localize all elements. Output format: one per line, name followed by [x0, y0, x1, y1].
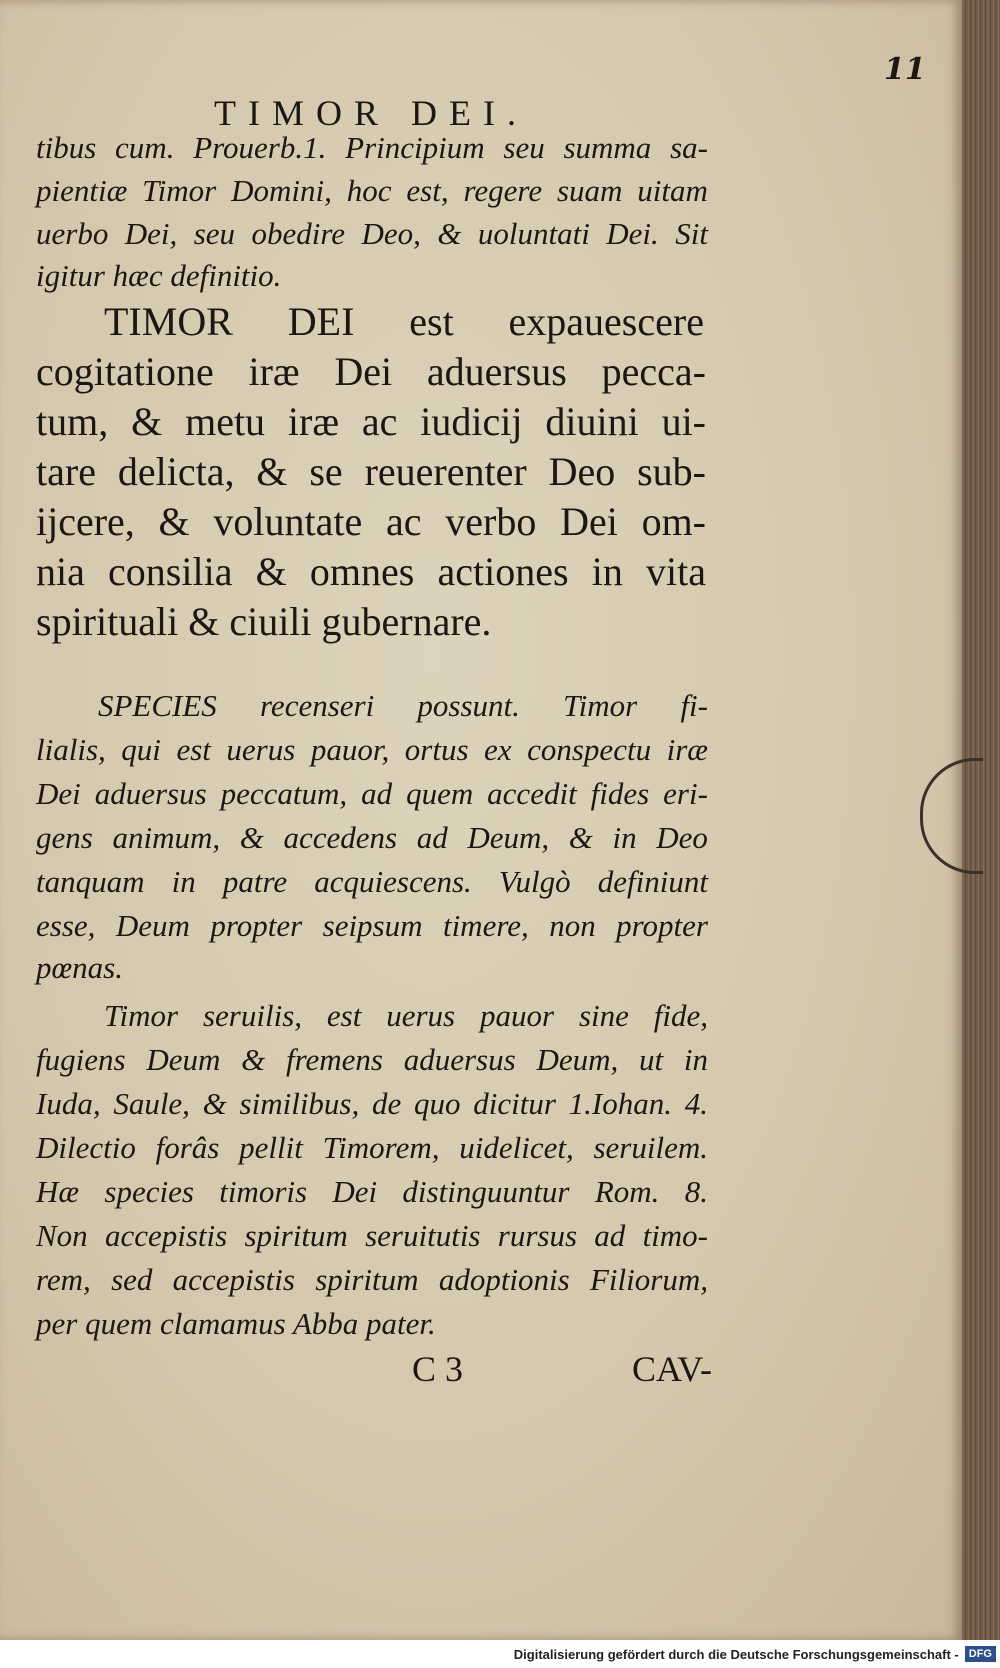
word: aduersus — [403, 1042, 516, 1077]
word: in — [612, 820, 637, 855]
word: in — [171, 864, 196, 899]
word: tum, — [36, 399, 109, 444]
word: Deum, — [536, 1042, 619, 1077]
word: Dilectio — [36, 1130, 136, 1165]
word: ad — [594, 1218, 626, 1253]
word: Deum — [115, 908, 190, 943]
word: ui- — [661, 399, 706, 444]
word: est — [326, 998, 362, 1033]
word: & — [239, 820, 264, 855]
definition-line — [104, 298, 704, 345]
word: Non — [36, 1218, 88, 1253]
word: 1.Iohan. — [568, 1086, 672, 1121]
word: actiones — [437, 549, 569, 594]
word: peccatum, — [220, 776, 348, 811]
servilis-line — [36, 1218, 708, 1254]
word: omnes — [309, 549, 415, 594]
text-line: igitur hæc definitio. — [36, 258, 282, 293]
word: Deum — [146, 1042, 221, 1077]
species-line — [98, 688, 708, 724]
word: fides — [590, 776, 650, 811]
servilis-line — [36, 1042, 708, 1078]
word: Domini, — [231, 173, 332, 208]
word: obedire — [251, 216, 346, 251]
word: metu — [185, 399, 266, 444]
word: suam — [556, 173, 623, 208]
word: Iuda, — [36, 1086, 101, 1121]
definition-line — [36, 548, 706, 595]
word: Timorem, — [322, 1130, 440, 1165]
word: fi- — [680, 688, 708, 723]
dfg-logo-icon: DFG — [965, 1646, 996, 1662]
word: sa- — [670, 130, 708, 165]
definition-line — [36, 348, 706, 395]
word: Deo — [656, 820, 708, 855]
word: in — [591, 549, 623, 594]
word: ortus — [404, 732, 469, 767]
word: uidelicet, — [459, 1130, 574, 1165]
word: sed — [111, 1262, 153, 1297]
word: recenseri — [260, 688, 375, 723]
word: acquiescens. — [314, 864, 472, 899]
signature-mark: C 3 — [412, 1349, 464, 1389]
word: similibus, — [239, 1086, 360, 1121]
word: dicitur — [473, 1086, 556, 1121]
word: Principium — [345, 130, 485, 165]
word: uerus — [226, 732, 296, 767]
word: 4. — [684, 1086, 708, 1121]
word: seu — [193, 216, 236, 251]
word: definiunt — [597, 864, 708, 899]
servilis-line — [36, 1086, 708, 1122]
word: DEI — [287, 299, 355, 344]
word: ex — [484, 732, 512, 767]
definition-line: spirituali & ciuili gubernare. — [36, 599, 492, 644]
text-line — [36, 130, 708, 166]
word: Deo, — [361, 216, 421, 251]
word: propter — [210, 908, 303, 943]
word: Deum, — [467, 820, 550, 855]
word: pellit — [239, 1130, 303, 1165]
species-line — [36, 732, 708, 768]
word: in — [683, 1042, 708, 1077]
word: de — [371, 1086, 402, 1121]
page-number: 11 — [884, 52, 926, 87]
word: ac — [386, 499, 422, 544]
word: pecca- — [601, 349, 706, 394]
word: & — [256, 449, 288, 494]
word: fide, — [653, 998, 708, 1033]
word: cum. — [115, 130, 175, 165]
word: SPECIES — [98, 688, 217, 723]
word: seipsum — [322, 908, 423, 943]
word: Dei — [36, 776, 81, 811]
word: reuerenter — [364, 449, 527, 494]
word: seu — [503, 130, 545, 165]
word: animum, — [112, 820, 221, 855]
word: & — [568, 820, 593, 855]
word: iudicij — [420, 399, 523, 444]
word: uerus — [386, 998, 456, 1033]
word: Timor — [142, 173, 217, 208]
digitization-footer — [0, 1640, 1000, 1668]
word: hoc — [346, 173, 392, 208]
word: & — [437, 216, 462, 251]
word: Vulgò — [498, 864, 571, 899]
word: species — [104, 1174, 194, 1209]
word: est, — [406, 173, 449, 208]
word: est — [176, 732, 211, 767]
word: timere, — [442, 908, 529, 943]
word: non — [549, 908, 596, 943]
word: TIMOR — [104, 299, 233, 344]
word: timoris — [219, 1174, 308, 1209]
word: Dei — [332, 1174, 378, 1209]
word: & — [158, 499, 190, 544]
running-header: TIMOR DEI. — [214, 93, 528, 133]
word: propter — [616, 908, 708, 943]
word: fremens — [285, 1042, 383, 1077]
word: Dei, — [124, 216, 178, 251]
word: uerbo — [36, 216, 109, 251]
word: Hæ — [36, 1174, 80, 1209]
word: patre — [222, 864, 288, 899]
word: iræ — [666, 732, 708, 767]
word: tibus — [36, 130, 97, 165]
definition-line — [36, 498, 706, 545]
word: Sit — [675, 216, 708, 251]
word: Prouerb.1. — [193, 130, 327, 165]
word: Timor — [563, 688, 638, 723]
word: ad — [416, 820, 448, 855]
page-foot — [412, 1348, 712, 1390]
species-line — [36, 908, 708, 944]
word: ad — [361, 776, 393, 811]
word: conspectu — [527, 732, 652, 767]
word: nia — [36, 549, 85, 594]
word: accepistis — [172, 1262, 295, 1297]
word: pientiæ — [36, 173, 128, 208]
word: lialis, — [36, 732, 106, 767]
word: rem, — [36, 1262, 91, 1297]
word: seruilem. — [593, 1130, 708, 1165]
word: regere — [463, 173, 543, 208]
word: possunt. — [417, 688, 520, 723]
definition-line — [36, 448, 706, 495]
word: accedens — [283, 820, 398, 855]
word: om- — [641, 499, 706, 544]
word: uitam — [637, 173, 708, 208]
word: ac — [361, 399, 398, 444]
word: 8. — [684, 1174, 708, 1209]
species-line — [36, 820, 708, 856]
footer-credit: Digitalisierung gefördert durch die Deutsche Forschungsgemeinschaft - — [513, 1646, 959, 1662]
word: seruilis, — [202, 998, 303, 1033]
word: summa — [563, 130, 652, 165]
word: distinguuntur — [402, 1174, 570, 1209]
catchword: CAV- — [631, 1349, 712, 1389]
text-line — [36, 216, 708, 252]
word: Rom. — [594, 1174, 660, 1209]
word: accedit — [487, 776, 577, 811]
word: delicta, — [117, 449, 235, 494]
servilis-line: per quem clamamus Abba pater. — [36, 1306, 436, 1341]
word: timo- — [642, 1218, 708, 1253]
word: sine — [578, 998, 629, 1033]
word: spiritum — [315, 1262, 419, 1297]
word: forâs — [155, 1130, 220, 1165]
servilis-line — [36, 1130, 708, 1166]
word: & — [131, 399, 163, 444]
word: esse, — [36, 908, 96, 943]
text-line — [36, 173, 708, 209]
word: sub- — [637, 449, 706, 494]
word: aduersus — [94, 776, 207, 811]
word: & — [241, 1042, 266, 1077]
word: verbo — [445, 499, 537, 544]
word: Timor — [104, 998, 179, 1033]
word: diuini — [545, 399, 639, 444]
word: accepistis — [104, 1218, 228, 1253]
word: pauor — [479, 998, 555, 1033]
word: quo — [413, 1086, 461, 1121]
word: consilia — [108, 549, 233, 594]
word: fugiens — [36, 1042, 126, 1077]
word: expauescere — [508, 299, 704, 344]
servilis-line — [104, 998, 708, 1034]
word: Dei — [334, 349, 393, 394]
word: eri- — [663, 776, 708, 811]
word: iræ — [248, 349, 300, 394]
word: & — [202, 1086, 227, 1121]
species-line — [36, 776, 708, 812]
word: adoptionis — [438, 1262, 570, 1297]
servilis-line — [36, 1262, 708, 1298]
word: vita — [645, 549, 706, 594]
word: Filiorum, — [589, 1262, 708, 1297]
word: gens — [36, 820, 93, 855]
word: ijcere, — [36, 499, 135, 544]
word: quem — [406, 776, 474, 811]
word: est — [409, 299, 454, 344]
word: se — [309, 449, 343, 494]
word: qui — [121, 732, 161, 767]
species-line — [36, 864, 708, 900]
word: aduersus — [426, 349, 567, 394]
word: rursus — [497, 1218, 578, 1253]
word: uoluntati — [477, 216, 590, 251]
word: Dei. — [606, 216, 659, 251]
species-line: pœnas. — [36, 950, 123, 985]
word: iræ — [287, 399, 340, 444]
word: seruitutis — [365, 1218, 481, 1253]
word: voluntate — [213, 499, 363, 544]
word: pauor, — [310, 732, 390, 767]
word: cogitatione — [36, 349, 214, 394]
word: tare — [36, 449, 96, 494]
word: spiritum — [244, 1218, 348, 1253]
definition-line — [36, 398, 706, 445]
word: ut — [638, 1042, 664, 1077]
word: & — [255, 549, 287, 594]
word: Deo — [548, 449, 616, 494]
word: tanquam — [36, 864, 145, 899]
word: Saule, — [113, 1086, 190, 1121]
word: Dei — [560, 499, 618, 544]
servilis-line — [36, 1174, 708, 1210]
